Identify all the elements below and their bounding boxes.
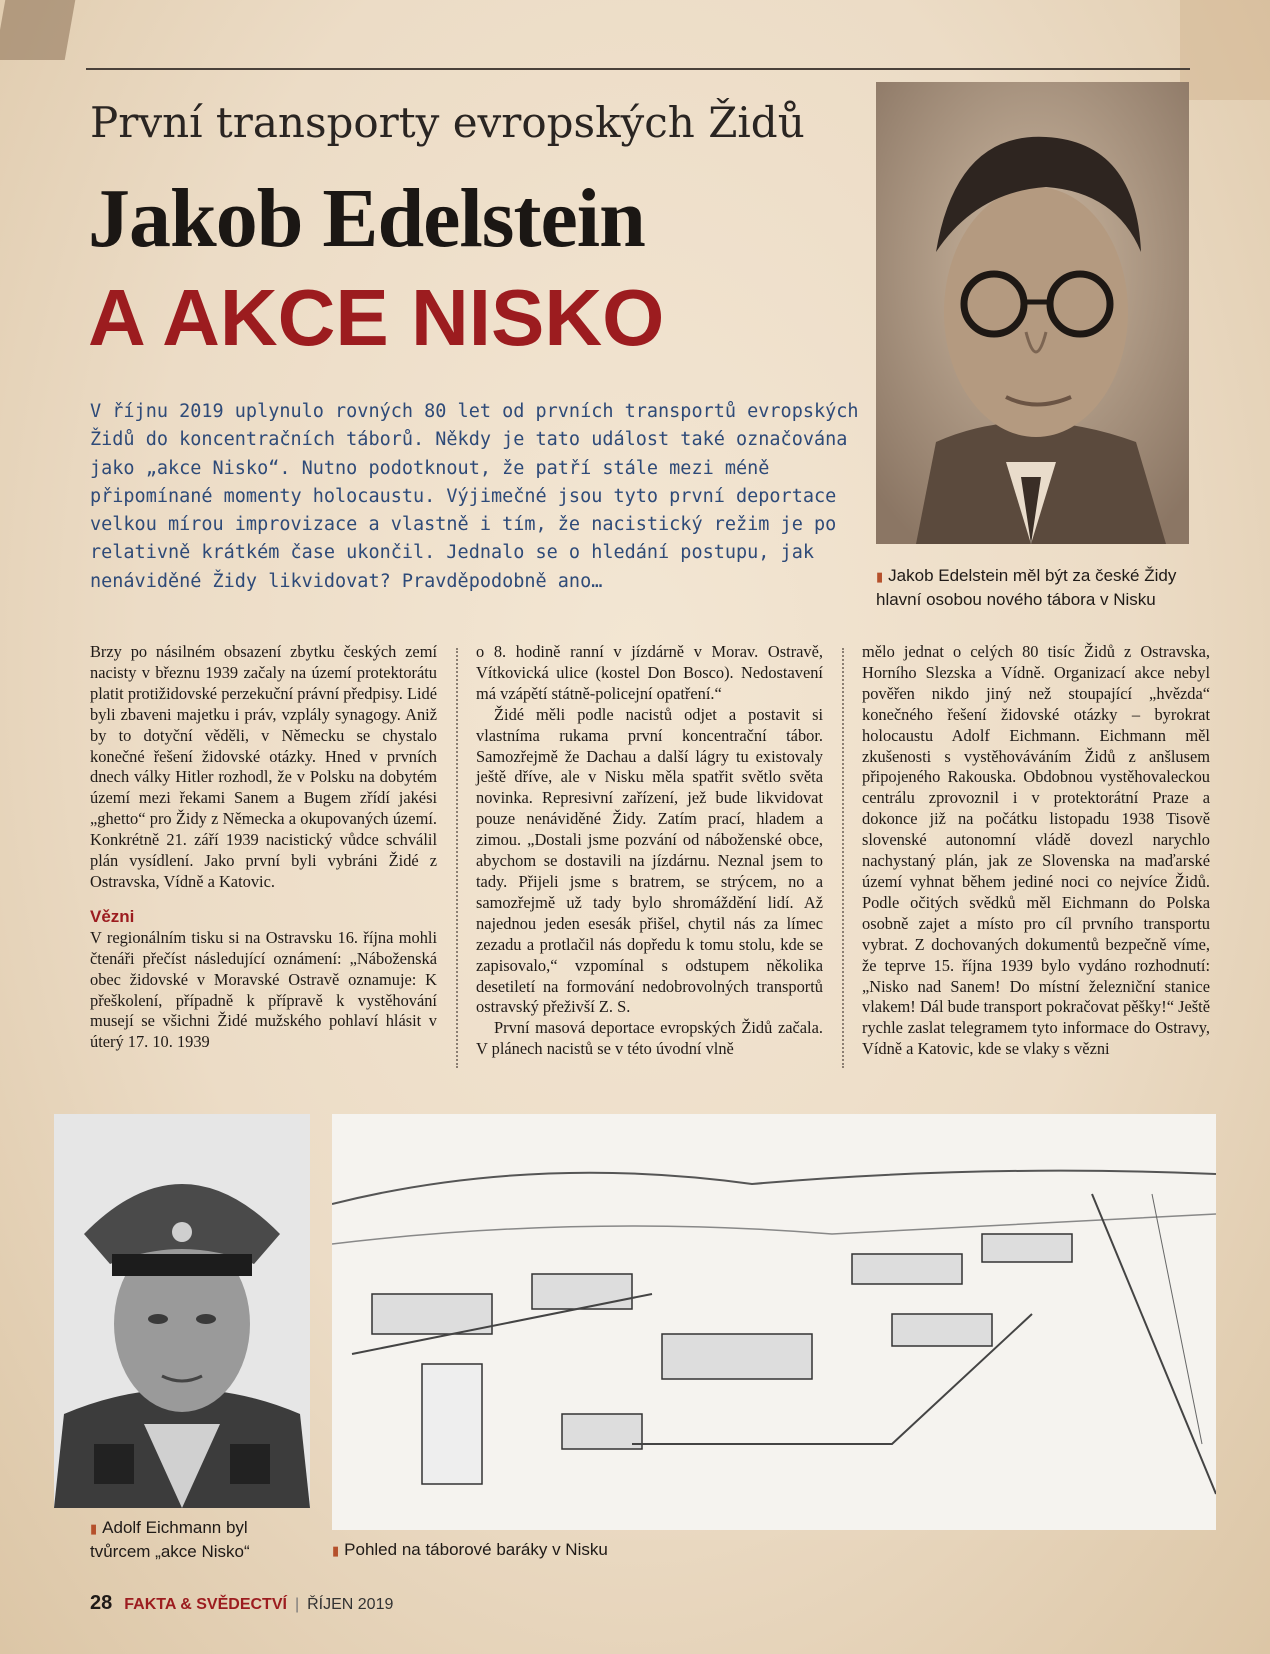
paper-stain-decoration (1180, 0, 1270, 100)
edelstein-photo (876, 82, 1189, 544)
article-column-3 (862, 642, 1210, 1060)
caption-bullet-icon: ▮ (90, 1521, 98, 1536)
column1-paragraph-1: Brzy po násilném obsazení zbytku českých zemí nacisty v březnu 1939 začaly na území protektorátu platit protižidovské perzekuční právní předpisy. Lidé byli zbaveni majetku i práv, vzplály synagogy. Aniž by to dotyční věděli, v Německu se chystalo konečné řešení židovské otázky. Hned v prvních dnech války Hitler rozhodl, že v Polsku na dobytém území mezi řekami Sanem a Bugem zřídí jakési „ghetto“ pro Židy z Německa a okupovaných území. Konkrétně 21. září 1939 nacistický vůdce schválil plán vysídlení. Jako první byli vybráni Židé z Ostravska, Vídně a Katovic. (90, 642, 437, 891)
top-rule (86, 68, 1190, 70)
article-column-2 (476, 642, 823, 1060)
column-separator (456, 648, 458, 1068)
page-footer (90, 1592, 393, 1615)
caption-bullet-icon: ▮ (332, 1543, 340, 1558)
issue-date: ŘÍJEN 2019 (307, 1596, 394, 1613)
lead-paragraph: V říjnu 2019 uplynulo rovných 80 let od prvních transportů evropských Židů do koncentračních táborů. Někdy je tato událost také označována jako „akce Nisko“. Nutno podotknout, že patří stále mezi méně připomínané momenty holocaustu. Výjimečné jsou tyto první deportace velkou mírou improvizace a vlastně i tím, že nacistický režim je po relativně krátkém čase ukončil. Jednalo se o hledání postupu, jak nenáviděné Židy likvidovat? Pravděpodobně ano… (90, 401, 859, 592)
kicker: První transporty evropských Židů (90, 98, 805, 147)
column2-paragraph-3: První masová deportace evropských Židů začala. V plánech nacistů se v této úvodní vlně (476, 1018, 823, 1059)
column3-paragraph-1: mělo jednat o celých 80 tisíc Židů z Ostravska, Horního Slezska a Vídně. Organizací akce nebyl pověřen nikdo jiný než stoupající „hvězda“ konečného řešení židovské otázky – byrokrat holocaustu Adolf Eichmann. Eichmann měl zkušenosti s vystěhováváním Židů z anšlusem připojeného Rakouska. Obdobnou vystěhovaleckou centrálu zprovoznil i v protektorátní Praze a dokonce již na počátku listopadu 1938 Tisově slovenské autonomní vládě dovezl narychlo nachystaný plán, jak ze Slovenska na maďarské území vyhnat během jediné noci co nejvíce Židů. Podle očitých svědků měl Eichmann do Polska osobně zajet a místo pro cíl prvního transportu vybrat. Z dochovaných dokumentů bezpečně víme, že teprve 15. října 1939 bylo vydáno rozhodnutí: „Nisko nad Sanem! Do místní železniční stanice vlakem! Dál bude transport pokračovat pěšky!“ Ještě rychle zaslat telegramem tyto informace do Ostravy, Vídně a Katovic, kde se vlaky s vězni (862, 642, 1210, 1059)
headline: Jakob Edelstein (88, 172, 645, 265)
camp-sketch-image (332, 1114, 1216, 1530)
subhead-vezni: Vězni (90, 906, 135, 926)
magazine-name: FAKTA & SVĚDECTVÍ (124, 1596, 287, 1613)
camp-caption: ▮ Pohled na táborové baráky v Nisku (332, 1540, 608, 1559)
article-column-1 (90, 642, 437, 1053)
paper-tape-decoration (0, 0, 75, 60)
column1-paragraph-2: V regionálním tisku si na Ostravsku 16. října mohli čtenáři přečíst následující oznámení: „Náboženská obec židovské v Moravské Ostravě oznamuje: K přeškolení, případně k přípravě k vystěhování musejí se všichni Židé mužského pohlaví hlásit v úterý 17. 10. 1939 (90, 927, 437, 1052)
column2-paragraph-1: o 8. hodině ranní v jízdárně v Morav. Ostravě, Vítkovická ulice (kostel Don Bosco). Nedostavení má vzápětí státně-policejní opatření.“ (476, 642, 823, 703)
footer-separator: | (294, 1596, 300, 1613)
edelstein-caption: ▮ Jakob Edelstein měl být za české Židy hlavní osobou nového tábora v Nisku (876, 566, 1177, 609)
page-number: 28 (90, 1592, 113, 1614)
caption-bullet-icon: ▮ (876, 569, 884, 584)
column2-paragraph-2: Židé měli podle nacistů odjet a postavit si vlastníma rukama první koncentrační tábor. Samozřejmě že Dachau a další lágry tu existovaly ještě dříve, ale v Nisku měla spatřit světlo světa novinka. Represivní zařízení, jež bude likvidovat pouze nenáviděné Židy. Zatím prací, hladem a zimou. „Dostali jsme pozvání od náboženské obce, abychom se dostavili na jízdárnu. Neznal jsem to tady. Přijeli jsme s bratrem, se strýcem, no a samozřejmě už tady bylo shromáždění lidí. Až najednou jeden esesák přišel, chytil nás za límec zezadu a protlačil nás dopředu k tomu stolu, kde se zapisovalo,“ vzpomínal s odstupem několika desetiletí na formování nedobrovolných transportů ostravský přeživší Z. S. (476, 704, 823, 1017)
column-separator (842, 648, 844, 1068)
eichmann-photo (54, 1114, 310, 1508)
eichmann-caption: ▮ Adolf Eichmann byl tvůrcem „akce Nisko“ (90, 1518, 250, 1561)
headline-red: A AKCE NISKO (88, 273, 665, 362)
